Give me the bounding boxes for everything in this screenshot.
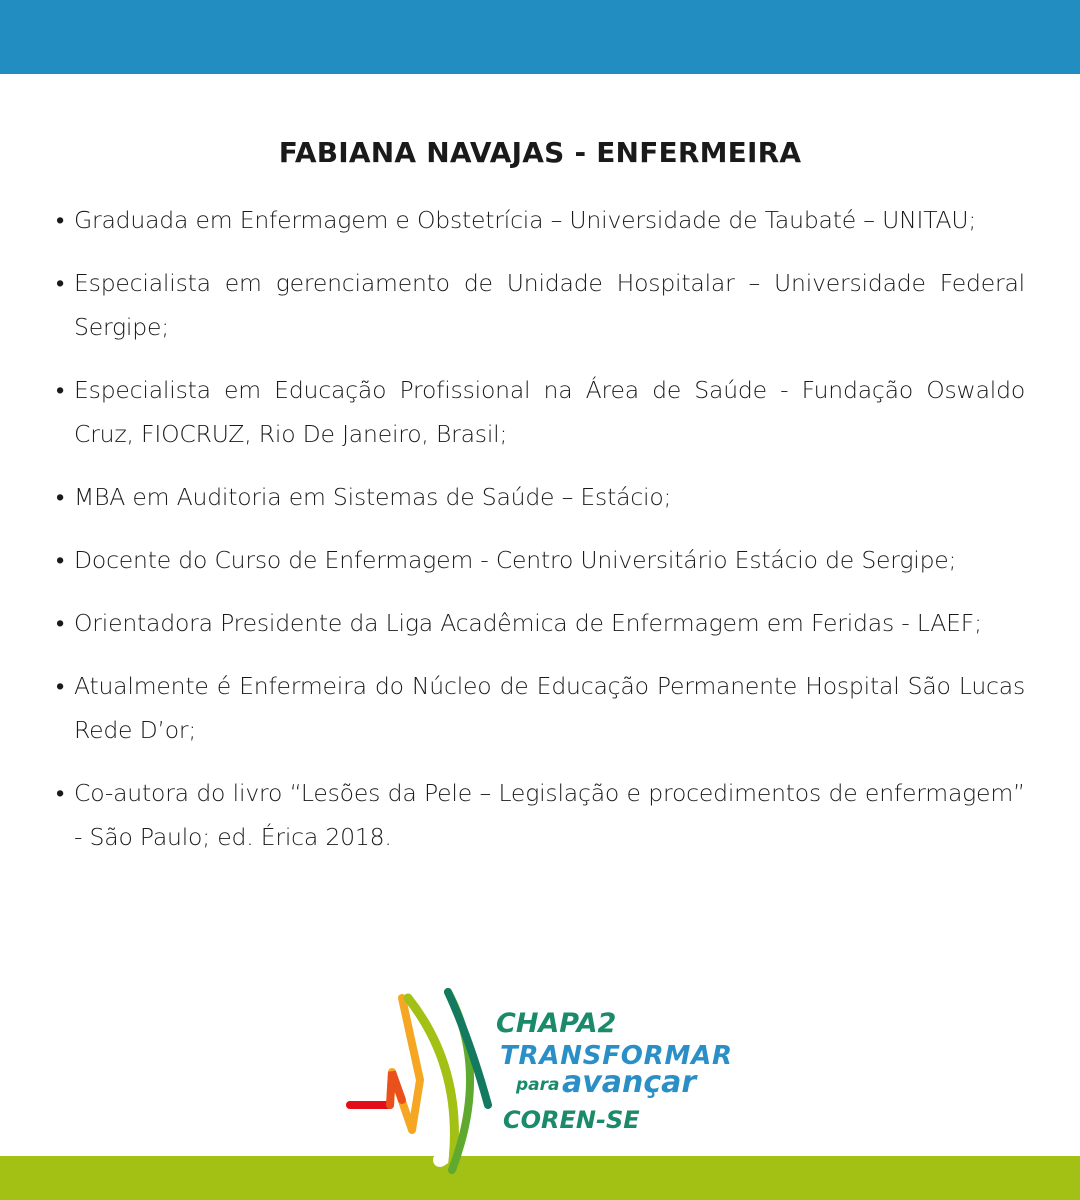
logo-text-chapa2: CHAPA2 [496, 1008, 617, 1039]
list-item: • Especialista em Educação Profissional na Área de Saúde - Fundação Oswaldo Cruz, FIOCRUZ, Rio De Janeiro, Brasil; [56, 376, 1025, 448]
list-item: • Orientadora Presidente da Liga Acadêmica de Enfermagem em Feridas - LAEF; [56, 609, 982, 637]
logo-text-para: para [516, 1075, 560, 1095]
logo-text-coren-se: COREN-SE [503, 1106, 640, 1134]
list-item: • Especialista em gerenciamento de Unidade Hospitalar – Universidade Federal Sergipe; [56, 269, 1025, 341]
page-title: FABIANA NAVAJAS - ENFERMEIRA [278, 136, 802, 169]
list-item: • Co-autora do livro “Lesões da Pele – Legislação e procedimentos de enfermagem” - São Paulo; ed. Érica 2018. [56, 779, 1025, 851]
list-item: • Docente do Curso de Enfermagem - Centro Universitário Estácio de Sergipe; [56, 546, 957, 574]
credentials-list [56, 198, 1025, 878]
logo-text-transformar: TRANSFORMAR [500, 1041, 732, 1071]
logo-text-avancar: avançar [562, 1065, 697, 1100]
list-item: • Atualmente é Enfermeira do Núcleo de Educação Permanente Hospital São Lucas Rede D’or; [56, 672, 1025, 744]
list-item: • Graduada em Enfermagem e Obstetrícia – Universidade de Taubaté – UNITAU; [56, 206, 977, 234]
chapa2-logo [340, 980, 740, 1200]
top-banner [0, 0, 1080, 74]
list-item: • MBA em Auditoria em Sistemas de Saúde – Estácio; [56, 483, 672, 511]
